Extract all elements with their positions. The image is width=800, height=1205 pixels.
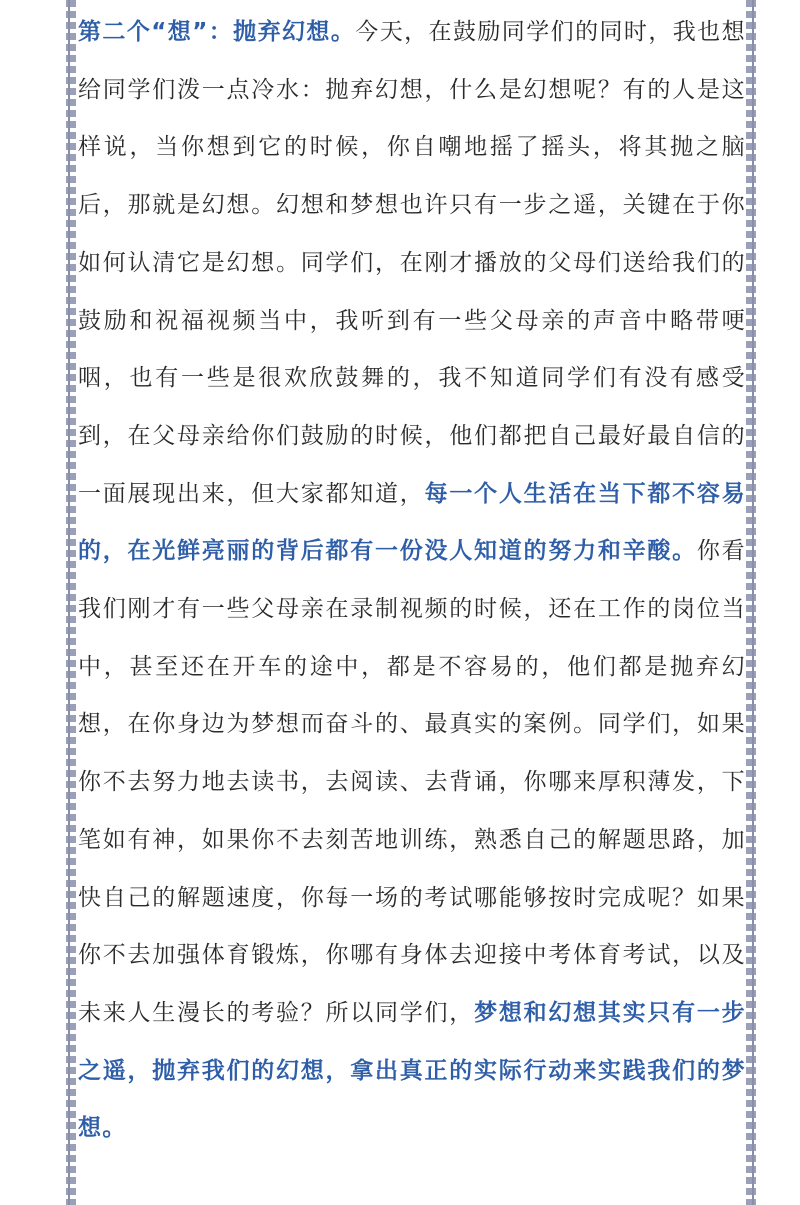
highlight-text-1: 每一个人生活在当下都不容易的，在光鲜亮丽的背后都有一份没人知道的努力和辛酸。 (78, 480, 746, 565)
right-decorative-rail (746, 0, 756, 1205)
body-text-1: 今天，在鼓励同学们的同时，我也想给同学们泼一点冷水：抛弃幻想，什么是幻想呢？有的人是这样说，当你想到它的时候，你自嘲地摇了摇头，将其抛之脑后，那就是幻想。幻想和梦想也许只有一步之遥，关键在于你如何认清它是幻想。同学们，在刚才播放的父母们送给我们的鼓励和祝福视频当中，我听到有一些父母亲的声音中略带哽咽，也有一些是很欢欣鼓舞的，我不知道同学们有没有感受到，在父母亲给你们鼓励的时候，他们都把自己最好最自信的一面展现出来，但大家都知道， (78, 19, 746, 507)
highlight-text-2: 梦想和幻想其实只有一步之遥，抛弃我们的幻想，拿出真正的实际行动来实践我们的梦想。 (78, 999, 746, 1142)
right-rail-line (752, 0, 754, 1205)
article-content (78, 0, 746, 1205)
section-heading: 第二个“想”：抛弃幻想。 (78, 19, 356, 45)
body-text-2: 你看我们刚才有一些父母亲在录制视频的时候，还在工作的岗位当中，甚至还在开车的途中，都是不容易的，他们都是抛弃幻想，在你身边为梦想而奋斗的、最真实的案例。同学们，如果你不去努力地去读书，去阅读、去背诵，你哪来厚积薄发，下笔如有神，如果你不去刻苦地训练，熟悉自己的解题思路，加快自己的解题速度，你每一场的考试哪能够按时完成呢？如果你不去加强体育锻炼，你哪有身体去迎接中考体育考试，以及未来人生漫长的考验？所以同学们， (78, 538, 746, 1026)
left-rail-line (68, 0, 70, 1205)
article-paragraph (78, 0, 746, 1158)
